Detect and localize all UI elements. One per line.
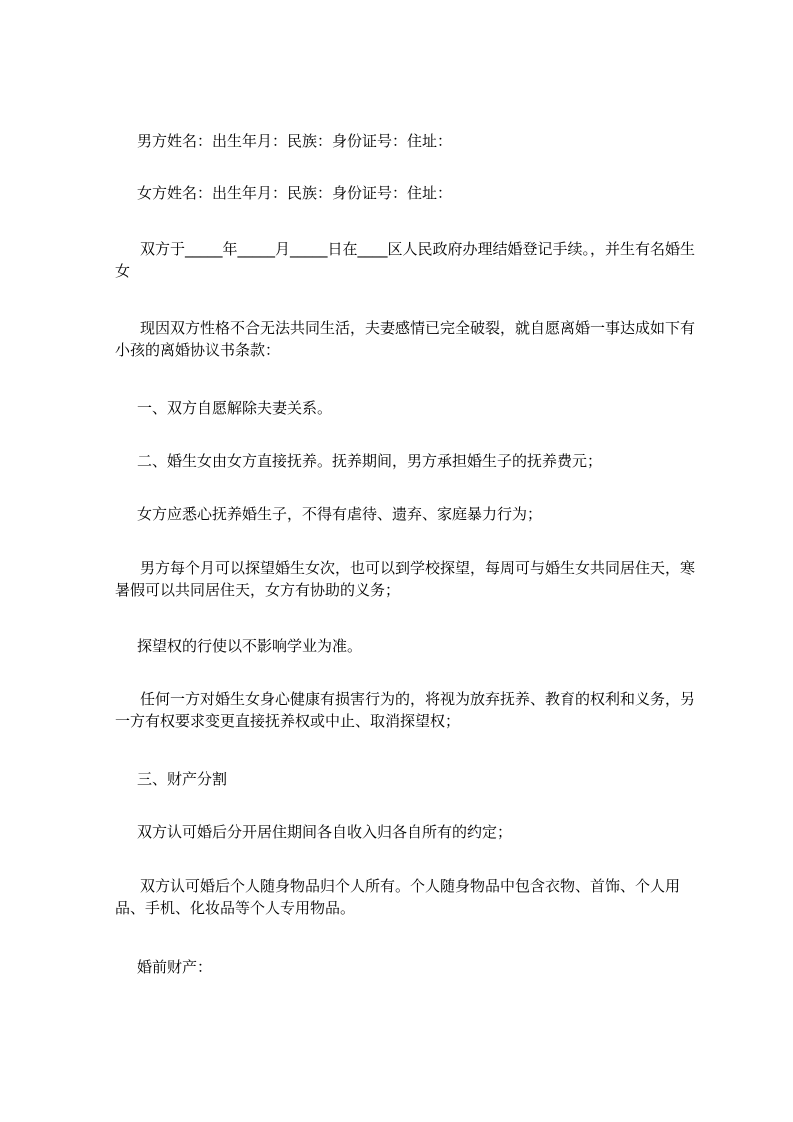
clause-3-income: 双方认可婚后分开居住期间各自收入归各自所有的约定； (137, 823, 513, 841)
clause-2: 二、婚生女由女方直接抚养。抚养期间，男方承担婚生子的抚养费元； (137, 452, 603, 470)
clause-3-personal-items: 双方认可婚后个人随身物品归个人所有。个人随身物品中包含衣物、首饰、个人用品、手机、化妆品等个人专用物品。 (115, 877, 681, 917)
clause-2-visitation-limit: 探望权的行使以不影响学业为准。 (137, 637, 363, 655)
clause-2-harm-provision: 任何一方对婚生女身心健康有损害行为的，将视为放弃抚养、教育的权利和义务，另一方有权要求变更直接抚养权或中止、取消探望权； (115, 690, 696, 730)
premarital-property-heading: 婚前财产： (137, 958, 213, 976)
marriage-registration-paragraph: 双方于_____年_____月_____日在____区人民政府办理结婚登记手续。，并生有名婚生女 (115, 240, 696, 280)
divorce-reason-paragraph: 现因双方性格不合无法共同生活，夫妻感情已完全破裂，就自愿离婚一事达成如下有小孩的离婚协议书条款： (115, 319, 696, 359)
clause-2-custody-duty: 女方应悉心抚养婚生子，不得有虐待、遗弃、家庭暴力行为； (137, 505, 543, 523)
female-party-info: 女方姓名：出生年月：民族：身份证号：住址： (137, 184, 453, 202)
clause-3-heading: 三、财产分割 (137, 770, 228, 788)
clause-1: 一、双方自愿解除夫妻关系。 (137, 399, 333, 417)
male-party-info: 男方姓名：出生年月：民族：身份证号：住址： (137, 132, 453, 150)
clause-2-visitation: 男方每个月可以探望婚生女次，也可以到学校探望，每周可与婚生女共同居住天，寒暑假可以共同居住天，女方有协助的义务； (115, 559, 696, 599)
